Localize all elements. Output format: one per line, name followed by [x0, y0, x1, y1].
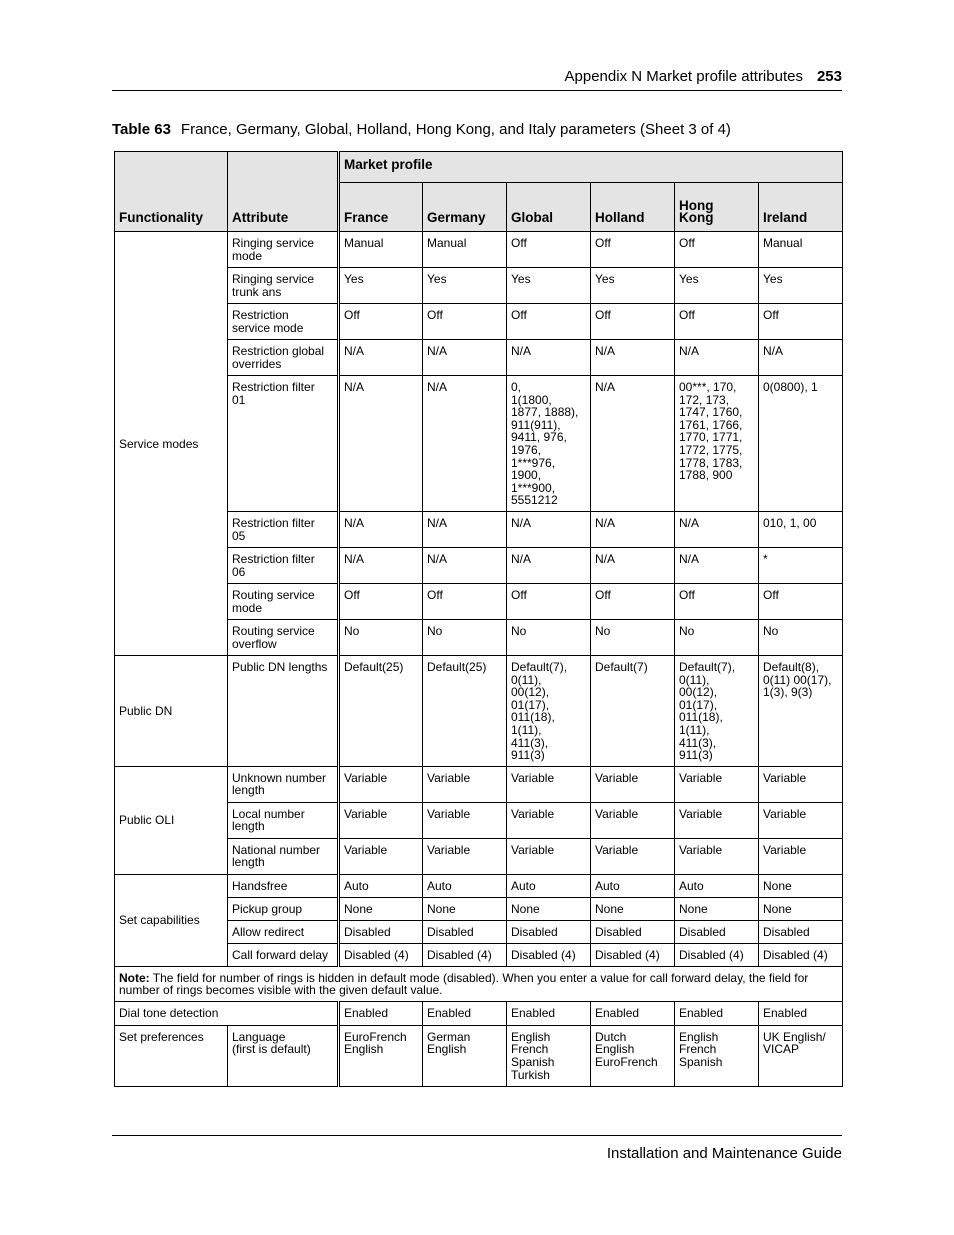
attribute-cell: Restriction filter 05	[228, 511, 339, 547]
table-title: France, Germany, Global, Holland, Hong Kong, and Italy parameters (Sheet 3 of 4)	[180, 121, 731, 138]
value-cell: Yes	[759, 268, 843, 304]
note-row	[115, 966, 843, 1001]
value-cell: Variable	[339, 802, 423, 838]
value-cell: Disabled	[759, 920, 843, 943]
attribute-cell: Ringing service mode	[228, 232, 339, 268]
attribute-cell: Routing service overflow	[228, 619, 339, 655]
market-header: Holland	[591, 183, 675, 232]
attribute-cell: Language (first is default)	[228, 1025, 339, 1086]
value-cell: None	[759, 897, 843, 920]
value-cell: No	[507, 619, 591, 655]
value-cell: Variable	[591, 802, 675, 838]
value-cell: Variable	[591, 766, 675, 802]
value-cell: Variable	[339, 838, 423, 874]
functionality-cell: Service modes	[115, 232, 228, 656]
value-cell: Off	[423, 583, 507, 619]
value-cell: N/A	[675, 547, 759, 583]
value-cell: Enabled	[339, 1001, 423, 1025]
value-cell: Manual	[339, 232, 423, 268]
attribute-cell: Restriction global overrides	[228, 340, 339, 376]
attribute-cell: Handsfree	[228, 874, 339, 897]
value-cell: Variable	[423, 766, 507, 802]
value-cell: Yes	[339, 268, 423, 304]
value-cell: Default(7), 0(11), 00(12), 01(17), 011(18), 1(11), 411(3), 911(3)	[507, 655, 591, 766]
value-cell: Off	[423, 304, 507, 340]
value-cell: Auto	[591, 874, 675, 897]
value-cell: N/A	[507, 340, 591, 376]
value-cell: Default(25)	[423, 655, 507, 766]
note-text: The field for number of rings is hidden in default mode (disabled). When you enter a value for call forward delay, the field for number of rings becomes visible with the given default value.	[119, 970, 809, 998]
value-cell: No	[759, 619, 843, 655]
value-cell: N/A	[423, 376, 507, 512]
value-cell: Off	[675, 232, 759, 268]
market-header: Hong Kong	[675, 183, 759, 232]
value-cell: 00***, 170, 172, 173, 1747, 1760, 1761, 1766, 1770, 1771, 1772, 1775, 1778, 1783, 1788, 900	[675, 376, 759, 512]
value-cell: Disabled	[423, 920, 507, 943]
value-cell: EuroFrench English	[339, 1025, 423, 1086]
value-cell: Variable	[675, 838, 759, 874]
value-cell: Variable	[507, 766, 591, 802]
value-cell: Auto	[675, 874, 759, 897]
value-cell: *	[759, 547, 843, 583]
header-text	[565, 68, 842, 85]
value-cell: Disabled (4)	[675, 943, 759, 966]
page-header	[112, 66, 842, 91]
value-cell: None	[591, 897, 675, 920]
value-cell: Variable	[507, 802, 591, 838]
value-cell: Variable	[675, 802, 759, 838]
value-cell: Manual	[759, 232, 843, 268]
value-cell: UK English/ VICAP	[759, 1025, 843, 1086]
value-cell: Enabled	[423, 1001, 507, 1025]
note-label: Note:	[119, 970, 150, 985]
value-cell: Default(7), 0(11), 00(12), 01(17), 011(18), 1(11), 411(3), 911(3)	[675, 655, 759, 766]
attribute-cell: Ringing service trunk ans	[228, 268, 339, 304]
value-cell: N/A	[759, 340, 843, 376]
value-cell: Off	[339, 583, 423, 619]
value-cell: Disabled (4)	[507, 943, 591, 966]
value-cell: Enabled	[507, 1001, 591, 1025]
header-row-1	[115, 152, 843, 183]
value-cell: Variable	[759, 802, 843, 838]
value-cell: Off	[759, 304, 843, 340]
attribute-cell: Public DN lengths	[228, 655, 339, 766]
value-cell: No	[591, 619, 675, 655]
footer-rule	[112, 1135, 842, 1136]
value-cell: Auto	[507, 874, 591, 897]
value-cell: Yes	[423, 268, 507, 304]
value-cell: No	[675, 619, 759, 655]
table-head	[115, 152, 843, 232]
attribute-cell: Restriction service mode	[228, 304, 339, 340]
value-cell: No	[423, 619, 507, 655]
attribute-cell: Restriction filter 06	[228, 547, 339, 583]
value-cell: Auto	[423, 874, 507, 897]
value-cell: Off	[339, 304, 423, 340]
value-cell: N/A	[423, 340, 507, 376]
value-cell: Dutch English EuroFrench	[591, 1025, 675, 1086]
value-cell: Variable	[423, 802, 507, 838]
attribute-cell: Call forward delay	[228, 943, 339, 966]
note-cell	[115, 966, 843, 1001]
value-cell: Yes	[591, 268, 675, 304]
value-cell: Off	[591, 583, 675, 619]
col-functionality: Functionality	[115, 152, 228, 232]
value-cell: Auto	[339, 874, 423, 897]
value-cell: Off	[507, 583, 591, 619]
value-cell: None	[423, 897, 507, 920]
attribute-cell: Local number length	[228, 802, 339, 838]
functionality-cell: Set capabilities	[115, 874, 228, 966]
value-cell: Off	[591, 304, 675, 340]
value-cell: None	[507, 897, 591, 920]
value-cell: None	[759, 874, 843, 897]
value-cell: Enabled	[759, 1001, 843, 1025]
value-cell: N/A	[339, 547, 423, 583]
functionality-cell: Dial tone detection	[115, 1001, 339, 1025]
value-cell: N/A	[423, 547, 507, 583]
table-body	[115, 232, 843, 1087]
page-number: 253	[816, 68, 842, 85]
section-title: Appendix N Market profile attributes	[564, 68, 803, 85]
value-cell: N/A	[507, 511, 591, 547]
footer-text: Installation and Maintenance Guide	[606, 1145, 842, 1162]
functionality-cell: Set preferences	[115, 1025, 228, 1086]
table-row	[115, 1001, 843, 1025]
value-cell: 0, 1(1800, 1877, 1888), 911(911), 9411, 976, 1976, 1***976, 1900, 1***900, 5551212	[507, 376, 591, 512]
value-cell: Variable	[759, 766, 843, 802]
value-cell: None	[675, 897, 759, 920]
value-cell: Disabled (4)	[423, 943, 507, 966]
value-cell: Enabled	[675, 1001, 759, 1025]
value-cell: N/A	[339, 511, 423, 547]
value-cell: N/A	[591, 340, 675, 376]
value-cell: N/A	[339, 340, 423, 376]
value-cell: German English	[423, 1025, 507, 1086]
value-cell: Default(8), 0(11) 00(17), 1(3), 9(3)	[759, 655, 843, 766]
value-cell: Off	[675, 583, 759, 619]
value-cell: N/A	[591, 511, 675, 547]
market-header: Global	[507, 183, 591, 232]
value-cell: Disabled (4)	[591, 943, 675, 966]
attribute-cell: Allow redirect	[228, 920, 339, 943]
value-cell: Manual	[423, 232, 507, 268]
value-cell: Yes	[675, 268, 759, 304]
value-cell: N/A	[423, 511, 507, 547]
attribute-cell: National number length	[228, 838, 339, 874]
table-row	[115, 874, 843, 897]
value-cell: Variable	[507, 838, 591, 874]
value-cell: Disabled	[507, 920, 591, 943]
value-cell: N/A	[591, 547, 675, 583]
value-cell: N/A	[507, 547, 591, 583]
value-cell: English French Spanish	[675, 1025, 759, 1086]
value-cell: Yes	[507, 268, 591, 304]
value-cell: No	[339, 619, 423, 655]
value-cell: Off	[759, 583, 843, 619]
value-cell: Off	[591, 232, 675, 268]
value-cell: 0(0800), 1	[759, 376, 843, 512]
market-header: Germany	[423, 183, 507, 232]
market-header: France	[339, 183, 423, 232]
value-cell: Disabled (4)	[339, 943, 423, 966]
market-header: Ireland	[759, 183, 843, 232]
table-row	[115, 1025, 843, 1086]
table-label: Table 63	[112, 121, 171, 138]
value-cell: Disabled (4)	[759, 943, 843, 966]
value-cell: Off	[507, 304, 591, 340]
attribute-cell: Restriction filter 01	[228, 376, 339, 512]
value-cell: Disabled	[591, 920, 675, 943]
value-cell: None	[339, 897, 423, 920]
col-attribute: Attribute	[228, 152, 339, 232]
table-row	[115, 232, 843, 268]
parameters-table	[114, 151, 843, 1087]
attribute-cell: Pickup group	[228, 897, 339, 920]
value-cell: Variable	[339, 766, 423, 802]
table-row	[115, 655, 843, 766]
value-cell: Off	[507, 232, 591, 268]
value-cell: Disabled	[675, 920, 759, 943]
value-cell: English French Spanish Turkish	[507, 1025, 591, 1086]
value-cell: Variable	[759, 838, 843, 874]
attribute-cell: Routing service mode	[228, 583, 339, 619]
value-cell: N/A	[675, 340, 759, 376]
value-cell: N/A	[591, 376, 675, 512]
value-cell: Enabled	[591, 1001, 675, 1025]
value-cell: Variable	[591, 838, 675, 874]
value-cell: Variable	[675, 766, 759, 802]
functionality-cell: Public OLI	[115, 766, 228, 874]
value-cell: N/A	[675, 511, 759, 547]
value-cell: N/A	[339, 376, 423, 512]
value-cell: Default(25)	[339, 655, 423, 766]
attribute-cell: Unknown number length	[228, 766, 339, 802]
table-row	[115, 766, 843, 802]
value-cell: Default(7)	[591, 655, 675, 766]
value-cell: 010, 1, 00	[759, 511, 843, 547]
market-profile-header: Market profile	[339, 152, 843, 183]
table-caption	[112, 121, 731, 138]
value-cell: Variable	[423, 838, 507, 874]
value-cell: Disabled	[339, 920, 423, 943]
value-cell: Off	[675, 304, 759, 340]
functionality-cell: Public DN	[115, 655, 228, 766]
